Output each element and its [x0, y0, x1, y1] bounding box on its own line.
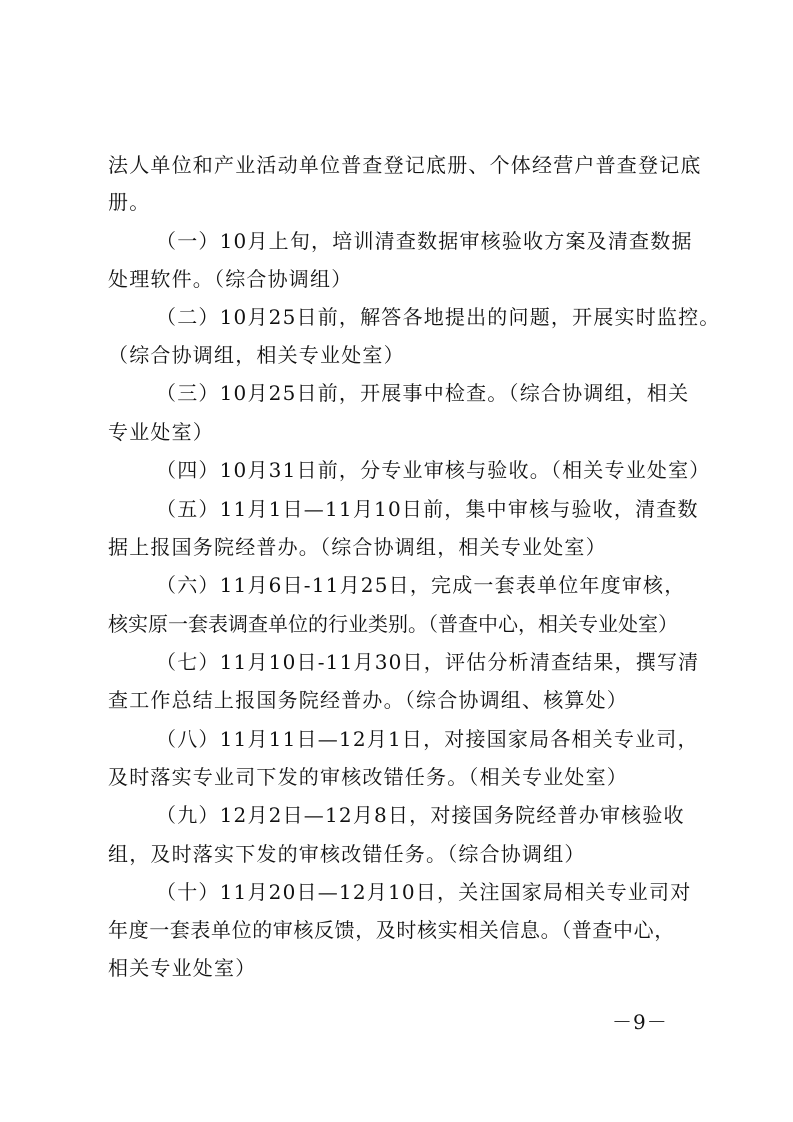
list-item-5-line: （五）11月1日—11月10日前，集中审核与验收，清查数 [156, 497, 699, 521]
list-item-8-line: （八）11月11日—12月1日，对接国家局各相关专业司， [156, 727, 699, 751]
list-item-6-line: （六）11月6日-11月25日，完成一套表单位年度审核， [156, 573, 686, 597]
list-item-8-line: 及时落实专业司下发的审核改错任务。（相关专业处室） [108, 765, 628, 789]
list-item-1-line: （一）10月上旬，培训清查数据审核验收方案及清查数据 [156, 229, 693, 253]
body-text-line: 法人单位和产业活动单位普查登记底册、个体经营户普查登记底 [108, 153, 702, 177]
list-item-5-line: 据上报国务院经普办。（综合协调组，相关专业处室） [108, 535, 607, 559]
page-number: －9－ [612, 1010, 668, 1034]
list-item-10-line: 年度一套表单位的审核反馈，及时核实相关信息。（普查中心， [108, 918, 675, 942]
list-item-1-line: 处理软件。（综合协调组） [108, 267, 353, 291]
list-item-7-line: 查工作总结上报国务院经普办。（综合协调组、核算处） [108, 688, 628, 712]
list-item-2-line: （二）10月25日前，解答各地提出的问题，开展实时监控。 [156, 305, 721, 329]
list-item-9-line: （九）12月2日—12月8日，对接国务院经普办审核验收 [156, 803, 685, 827]
list-item-3-line: （三）10月25日前，开展事中检查。（综合协调组，相关 [156, 381, 690, 405]
list-item-4-line: （四）10月31日前，分专业审核与验收。（相关专业处室） [156, 458, 711, 482]
list-item-9-line: 组，及时落实下发的审核改错任务。（综合协调组） [108, 842, 586, 866]
list-item-3-line: 专业处室） [108, 420, 214, 444]
list-item-10-line: 相关专业处室） [108, 956, 257, 980]
list-item-10-line: （十）11月20日—12月10日，关注国家局相关专业司对 [156, 880, 692, 904]
list-item-7-line: （七）11月10日-11月30日，评估分析清查结果，撰写清 [156, 650, 700, 674]
body-text-line: 册。 [108, 190, 151, 214]
list-item-2-line: （综合协调组，相关专业处室） [108, 343, 405, 367]
list-item-6-line: 核实原一套表调查单位的行业类别。（普查中心，相关专业处室） [108, 612, 678, 636]
